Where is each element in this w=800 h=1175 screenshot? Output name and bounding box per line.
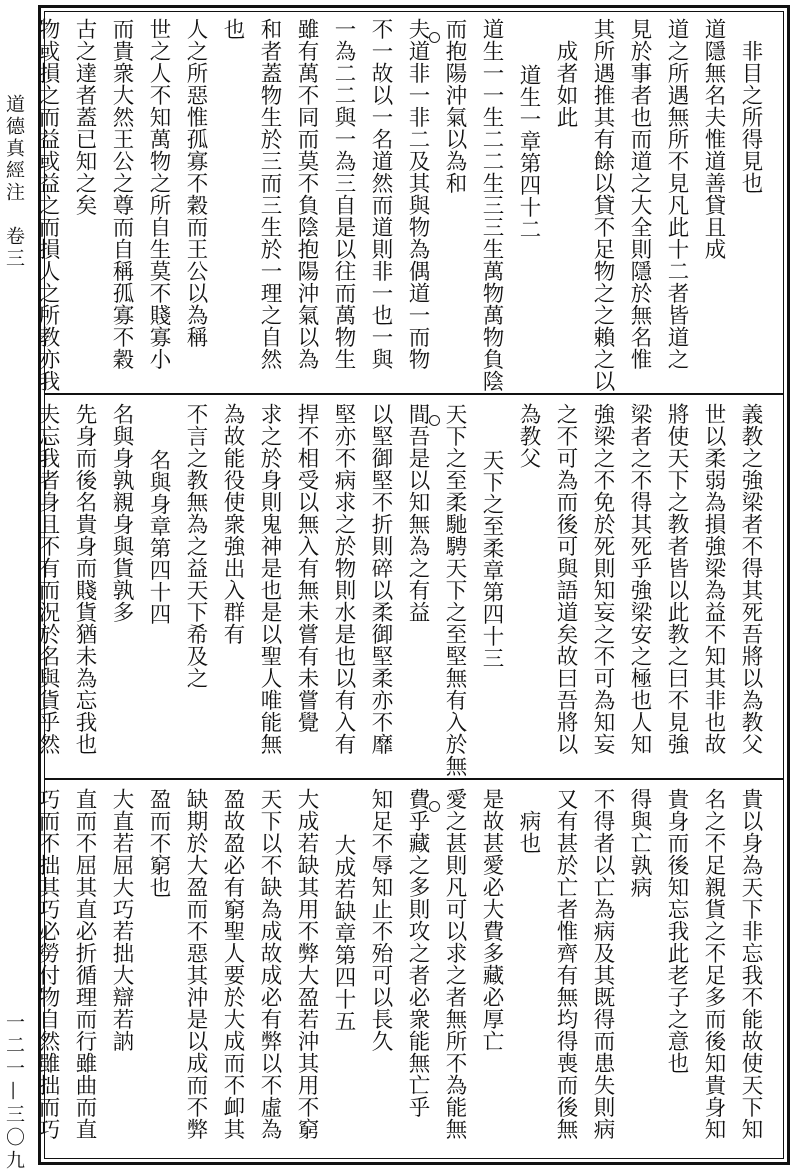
text-column: 梁者之不得其死乎強梁安之極也人知 <box>627 403 652 755</box>
text-column: 愛之甚則凡可以求之者無所不為能無 <box>442 788 467 1140</box>
text-panel-top <box>35 12 783 395</box>
text-column: 道生一一生二二生三三生萬物萬物負陰 <box>479 18 504 392</box>
text-column: 將使天下之教者皆以此教之曰不見強 <box>664 403 689 755</box>
text-column: 捍不相受以無入有無未嘗有未嘗覺 <box>294 403 319 733</box>
text-column: 物或損之而益或益之而損人之所教亦我 <box>35 18 60 392</box>
text-column: 世之人不知萬物之所自生莫不賤寡小 <box>146 18 171 370</box>
text-column: 大成若缺其用不弊大盈若沖其用不窮 <box>294 788 319 1140</box>
text-column: 間吾是以知無為之有益 <box>405 403 430 623</box>
text-column: 盈而不窮也 <box>146 788 171 898</box>
text-column: 一為二二與一為三自是以往而萬物生 <box>331 18 356 370</box>
page-frame <box>35 5 790 1165</box>
text-column: 道之所遇無所不見凡此十二者皆道之 <box>664 18 689 370</box>
text-column: 病也 <box>516 810 541 854</box>
chapter-heading: 道生一章第四十二 <box>516 64 541 240</box>
text-column: 巧而不拙其巧必勞付物自然雖拙而巧 <box>35 788 60 1140</box>
side-title: 道德真經注 卷三 <box>3 94 25 270</box>
text-column: 夫忘我者身且不有而況於名與貨乎然 <box>35 403 60 755</box>
chapter-heading: 名與身章第四十四 <box>146 449 171 625</box>
text-column: 知足不辱知止不殆可以長久 <box>368 788 393 1052</box>
text-column: 天下以不缺為成故成必有弊以不虛為 <box>257 788 282 1140</box>
text-column: 見於事者也而道之大全則隱於無名惟 <box>627 18 652 370</box>
text-column: 直而不屈其直必折循理而行雖曲而直 <box>72 788 97 1140</box>
text-column: 之不可為而後可與語道矣故曰吾將以 <box>553 403 578 755</box>
chapter-heading: 大成若缺章第四十五 <box>331 834 356 1032</box>
text-column: 為故能役使衆強出入群有 <box>220 403 245 645</box>
text-column: 非目之所得見也 <box>738 40 763 194</box>
text-column: 費乎藏之多則攻之者必衆能無亡乎 <box>405 788 430 1118</box>
page-number: 一二一—三〇九 <box>3 1012 25 1173</box>
text-column: 先身而後名貴身而賤貨猶未為忘我也 <box>72 403 97 755</box>
text-column: 強梁之不免於死則知妄之不可為知妄 <box>590 403 615 755</box>
text-column: 盈故盈必有窮聖人要於大成而不卹其 <box>220 788 245 1140</box>
text-column: 不得者以亡為病及其既得而患失則病 <box>590 788 615 1140</box>
text-column: 而貴衆大然王公之尊而自稱孤寡不穀 <box>109 18 134 370</box>
text-column: 成者如此 <box>553 40 578 128</box>
text-column: 貴以身為天下非忘我不能故使天下知 <box>738 788 763 1140</box>
text-column: 也 <box>220 18 245 40</box>
text-column: 其所遇推其有餘以貸不足物之之賴之以 <box>590 18 615 392</box>
text-column: 貴身而後知忘我此老子之意也 <box>664 788 689 1074</box>
text-column: 又有甚於亡者惟齊有無均得喪而後無 <box>553 788 578 1140</box>
text-column: 古之達者蓋已知之矣 <box>72 18 97 216</box>
text-column: 不言之教無為之益天下希及之 <box>183 403 208 689</box>
circle-mark <box>429 415 440 426</box>
text-column: 道隱無名夫惟道善貸且成 <box>701 18 726 260</box>
text-column: 不一故以一名道然而道則非一也一與 <box>368 18 393 370</box>
text-column: 得與亡孰病 <box>627 788 652 898</box>
text-column: 而抱陽沖氣以為和 <box>442 18 467 194</box>
text-column: 雖有萬不同而莫不負陰抱陽沖氣以為 <box>294 18 319 370</box>
text-column: 堅亦不病求之於物則水是也以有入有 <box>331 403 356 755</box>
text-column: 為教父 <box>516 403 541 469</box>
text-column: 求之於身則鬼神是也是以聖人唯能無 <box>257 403 282 755</box>
text-column: 義教之強梁者不得其死吾將以為教父 <box>738 403 763 755</box>
text-column: 天下之至柔馳騁天下之至堅無有入於無 <box>442 403 467 777</box>
text-panel-bottom <box>35 782 783 1158</box>
text-column: 世以柔弱為損強梁為益不知其非也故 <box>701 403 726 755</box>
text-column: 缺期於大盈而不惡其沖是以成而不弊 <box>183 788 208 1140</box>
text-column: 名之不足親貨之不足多而後知貴身知 <box>701 788 726 1140</box>
circle-mark <box>429 32 440 43</box>
text-column: 人之所惡惟孤寡不穀而王公以為稱 <box>183 18 208 348</box>
text-column: 和者蓋物生於三而三生於一理之自然 <box>257 18 282 370</box>
text-column: 是故甚愛必大費多藏必厚亡 <box>479 788 504 1052</box>
circle-mark <box>429 801 440 812</box>
text-column: 大直若屈大巧若拙大辯若訥 <box>109 788 134 1052</box>
text-column: 以堅御堅不折則碎以柔御堅柔亦不靡 <box>368 403 393 755</box>
chapter-heading: 天下之至柔章第四十三 <box>479 449 504 669</box>
text-column: 名與身孰親身與貨孰多 <box>109 403 134 623</box>
text-panel-middle <box>35 397 783 780</box>
text-column: 夫道非一非二及其與物為偶道一而物 <box>405 18 430 370</box>
